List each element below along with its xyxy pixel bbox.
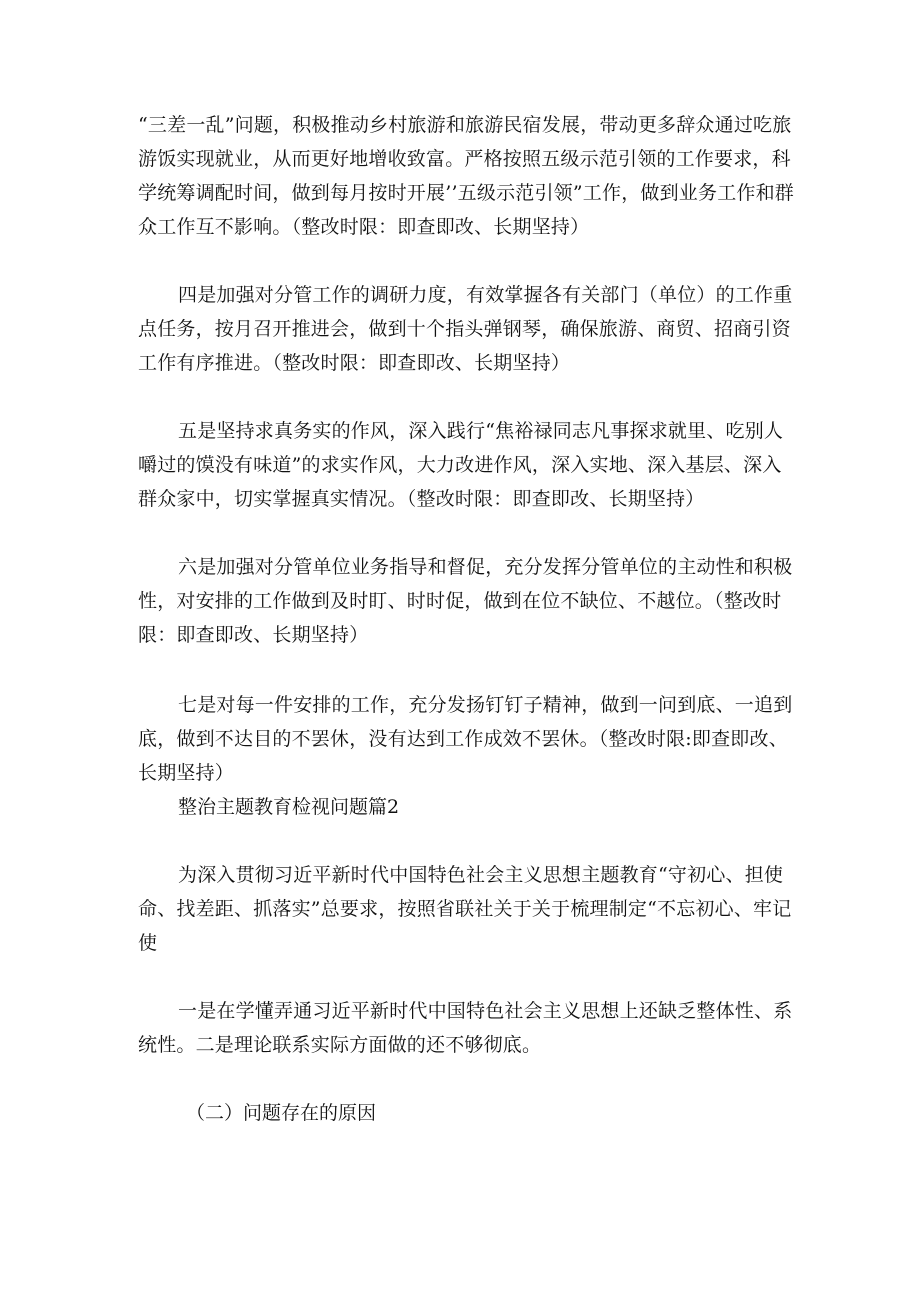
paragraph-item-four: 四是加强对分管工作的调研力度，有效掌握各有关部门（单位）的工作重点任务，按月召开推进会，做到十个指头弹钢琴，确保旅游、商贸、招商引资工作有序推进。（整改时限：即查即改、长期坚持） <box>138 284 793 374</box>
paragraph-item-six: 六是加强对分管单位业务指导和督促，充分发挥分管单位的主动性和积极性，对安排的工作做到及时盯、时时促，做到在位不缺位、不越位。（整改时限：即查即改、长期坚持） <box>138 556 793 646</box>
section-heading: 整治主题教育检视问题篇2 <box>178 796 400 818</box>
paragraph-continuation: “三差一乱”问题，积极推动乡村旅游和旅游民宿发展，带动更多辞众通过吃旅游饭实现就业，从而更好地增收致富。严格按照五级示范引领的工作要求，科学统筹调配时间，做到每月按时开展’’五级示范引领”工作，做到业务工作和群众工作互不影响。（整改时限：即查即改、长期坚持） <box>138 114 794 238</box>
paragraph-item-seven: 七是对每一件安排的工作，充分发扬钉钉子精神，做到一问到底、一追到底，做到不达目的不罢休，没有达到工作成效不罢休。（整改时限:即查即改、长期坚持） <box>138 694 793 784</box>
paragraph-problems: 一是在学懂弄通习近平新时代中国特色社会主义思想上还缺乏整体性、系统性。二是理论联系实际方面做的还不够彻底。 <box>138 1000 793 1056</box>
paragraph-item-five: 五是坚持求真务实的作风，深入践行“焦裕禄同志凡事探求就里、吃别人嚼过的馍没有味道”的求实作风，大力改进作风，深入实地、深入基层、深入群众家中，切实掌握真实情况。（整改时限：即查即改、长期坚持） <box>138 420 784 510</box>
subsection-heading: （二）问题存在的原因 <box>186 1102 377 1124</box>
paragraph-intro: 为深入贯彻习近平新时代中国特色社会主义思想主题教育“守初心、担使命、找差距、抓落实”总要求，按照省联社关于关于梳理制定“不忘初心、牢记使 <box>138 864 792 954</box>
